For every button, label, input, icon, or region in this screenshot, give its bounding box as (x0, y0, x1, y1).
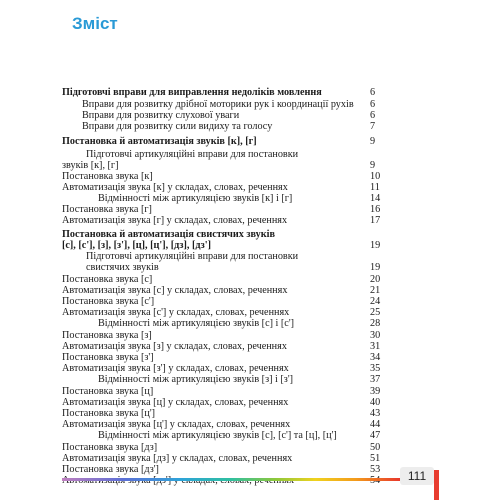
toc-page-number: 20 (370, 274, 381, 285)
toc-page-number: 16 (370, 204, 381, 215)
toc-page-number: 19 (370, 262, 381, 273)
toc-entry: свистячих звуків (86, 262, 159, 273)
toc-entry: Постановка й автоматизація звуків [к], [г] (62, 136, 257, 147)
toc-entry: звуків [к], [г] (62, 160, 119, 171)
toc-page-number: 47 (370, 430, 381, 441)
rainbow-footer-bar (62, 478, 400, 481)
toc-page-number: 6 (370, 99, 376, 110)
toc-page-number: 24 (370, 296, 381, 307)
toc-page-number: 37 (370, 374, 381, 385)
toc-entry: Відмінності між артикуляцією звуків [с] і [с'] (98, 318, 295, 329)
toc-entry: Відмінності між артикуляцією звуків [с], [с'] та [ц], [ц'] (98, 430, 337, 441)
toc-entry: Підготовчі артикуляційні вправи для постановки (86, 251, 299, 262)
toc-entry: Вправи для розвитку дрібної моторики рук і координації рухів (82, 99, 354, 110)
toc-page-number: 9 (370, 136, 376, 147)
toc-entry: Підготовчі артикуляційні вправи для постановки (86, 149, 299, 160)
toc-entry: Постановка звука [с'] (62, 296, 155, 307)
toc-entry: Автоматизація звука [г] у складах, словах, реченнях (62, 215, 288, 226)
toc-page-number: 11 (370, 182, 380, 193)
toc-entry: Постановка звука [г] (62, 204, 152, 215)
toc-entry: Автоматизація звука [с'] у складах, словах, реченнях (62, 307, 290, 318)
toc-entry: Постановка звука [с] (62, 274, 153, 285)
toc-entry: Автоматизація звука [ц] у складах, словах, реченнях (62, 397, 289, 408)
toc-entry: Автоматизація звука [к] у складах, словах, реченнях (62, 182, 288, 193)
toc-entry: Постановка звука [з'] (62, 352, 154, 363)
page-title: Зміст (72, 14, 118, 33)
toc-page-number: 35 (370, 363, 381, 374)
toc-page-number: 31 (370, 341, 381, 352)
toc-page-number: 17 (370, 215, 381, 226)
toc-page-number: 9 (370, 160, 376, 171)
toc-page-number: 6 (370, 110, 376, 121)
toc-page-number: 6 (370, 87, 376, 98)
toc-entry: Постановка звука [дз] (62, 442, 158, 453)
toc-entry: Автоматизація звука [ц'] у складах, словах, реченнях (62, 419, 291, 430)
toc-entry: Постановка звука [ц] (62, 386, 154, 397)
toc-page-number: 51 (370, 453, 381, 464)
toc-page-number: 44 (370, 419, 381, 430)
toc-entry: [с], [с'], [з], [з'], [ц], [ц'], [дз], [дз'] (62, 240, 211, 251)
toc-entry: Автоматизація звука [з'] у складах, словах, реченнях (62, 363, 289, 374)
toc-page-number: 28 (370, 318, 381, 329)
toc-entry: Постановка й автоматизація свистячих звуків (62, 229, 275, 240)
toc-page-number: 10 (370, 171, 381, 182)
toc-entry: Автоматизація звука [дз] у складах, словах, реченнях (62, 453, 293, 464)
toc-page-number: 40 (370, 397, 381, 408)
toc-entry: Постановка звука [к] (62, 171, 153, 182)
toc-page-number: 34 (370, 352, 381, 363)
toc-page-number: 43 (370, 408, 381, 419)
page-edge-marker (434, 470, 439, 500)
toc-entry: Автоматизація звука [з] у складах, словах, реченнях (62, 341, 287, 352)
toc-page-number: 21 (370, 285, 381, 296)
toc-page-number: 14 (370, 193, 381, 204)
toc-entry: Постановка звука [з] (62, 330, 152, 341)
toc-entry: Відмінності між артикуляцією звуків [з] і [з'] (98, 374, 294, 385)
toc-entry: Автоматизація звука [с] у складах, словах, реченнях (62, 285, 288, 296)
toc-page-number: 53 (370, 464, 381, 475)
toc-page-number: 50 (370, 442, 381, 453)
toc-page-number: 30 (370, 330, 381, 341)
toc-entry: Вправи для розвитку сили видиху та голосу (82, 121, 273, 132)
toc-page-number: 19 (370, 240, 381, 251)
toc-entry: Вправи для розвитку слухової уваги (82, 110, 240, 121)
toc-entry: Постановка звука [дз'] (62, 464, 159, 475)
toc-entry: Постановка звука [ц'] (62, 408, 156, 419)
toc-page-number: 7 (370, 121, 376, 132)
toc-page-number: 39 (370, 386, 381, 397)
page-number: 111 (400, 467, 434, 485)
toc-entry: Відмінності між артикуляцією звуків [к] і [г] (98, 193, 293, 204)
toc-entry: Підготовчі вправи для виправлення недоліків мовлення (62, 87, 322, 98)
toc-page-number: 25 (370, 307, 381, 318)
